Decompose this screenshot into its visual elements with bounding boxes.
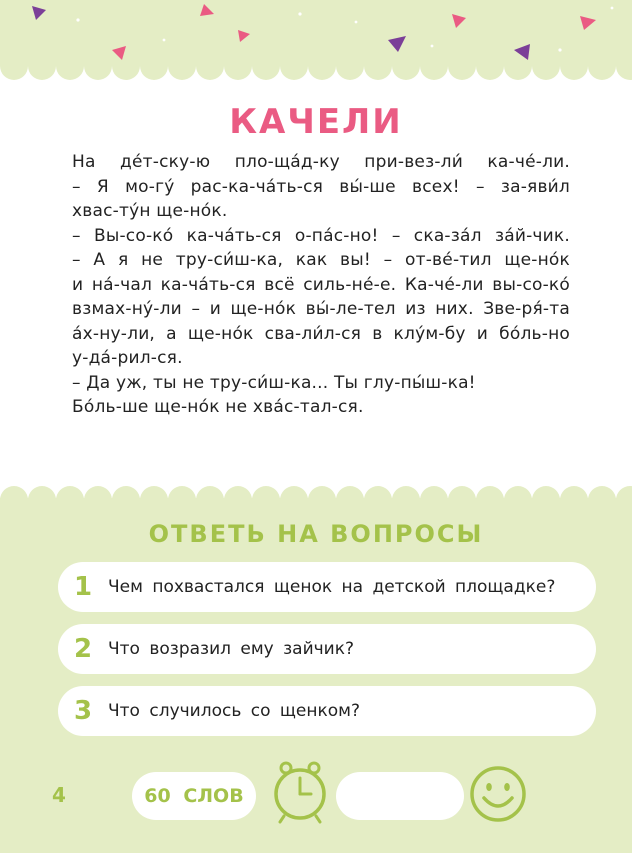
confetti-triangle-pink-icon: [200, 4, 214, 16]
question-number: 1: [73, 572, 93, 602]
questions-title: ОТВЕТЬ НА ВОПРОСЫ: [148, 520, 484, 548]
question-text: Что случилось со щенком?: [108, 701, 361, 721]
story-line: – Я мо-гу́ рас-ка-ча́ть-ся вы́-ше всех! – за-яви́л: [72, 176, 570, 197]
confetti-triangle-purple-icon: [514, 44, 530, 60]
sparkle-dots-icon: [76, 7, 613, 52]
word-count-badge: 60 СЛОВ: [132, 772, 256, 820]
story-line: а́х-ну-ли, а ще-но́к сва-ли́л-ся в клу́м-бу и бо́ль-но: [72, 323, 570, 344]
confetti-triangle-pink-icon: [452, 14, 466, 28]
story-line: у-да́-рил-ся.: [72, 348, 183, 368]
question-text: Что возразил ему зайчик?: [108, 639, 355, 659]
story-line: хвас-ту́н ще-но́к.: [72, 201, 228, 221]
story-line: – Вы-со-ко́ ка-ча́ть-ся о-па́с-но! – ска-за́л за́й-чик.: [72, 225, 570, 246]
confetti-triangle-pink-icon: [112, 46, 126, 60]
question-row-2: [58, 624, 596, 674]
confetti-triangle-purple-icon: [32, 6, 46, 20]
question-row-1: [58, 562, 596, 612]
smile-icon: [468, 764, 528, 824]
question-text: Чем похвастался щенок на детской площадке?: [108, 577, 556, 597]
reading-time-field[interactable]: [336, 772, 464, 820]
story-line: Бо́ль-ше ще-но́к не хва́с-тал-ся.: [72, 397, 364, 417]
clock-icon: [270, 758, 330, 826]
story-line: и на́-чал ка-ча́ть-ся всё силь-не́-е. Ка-че́-ли вы-со-ко́: [72, 274, 570, 295]
confetti-triangle-pink-icon: [580, 16, 596, 30]
story-line: На де́т-ску-ю пло-ща́д-ку при-вез-ли́ ка-че́-ли.: [72, 152, 570, 172]
question-row-3: [58, 686, 596, 736]
confetti-triangle-purple-icon: [388, 36, 406, 52]
page-number: 4: [52, 783, 66, 807]
story-line: – А я не тру-си́ш-ка, как вы! – от-ве́-тил ще-но́к: [72, 250, 570, 270]
story-title: КАЧЕЛИ: [229, 102, 403, 142]
story-line: – Да уж, ты не тру-си́ш-ка... Ты глу-пы́ш-ка!: [72, 372, 476, 393]
confetti-decoration: [0, 0, 632, 90]
question-number: 2: [73, 634, 93, 664]
question-number: 3: [73, 696, 93, 726]
story-text: [72, 150, 570, 420]
confetti-triangle-pink-icon: [238, 30, 250, 42]
story-line: взмах-ну́-ли – и ще-но́к вы́-ле-тел из них. Зве-ря́-та: [72, 299, 570, 319]
